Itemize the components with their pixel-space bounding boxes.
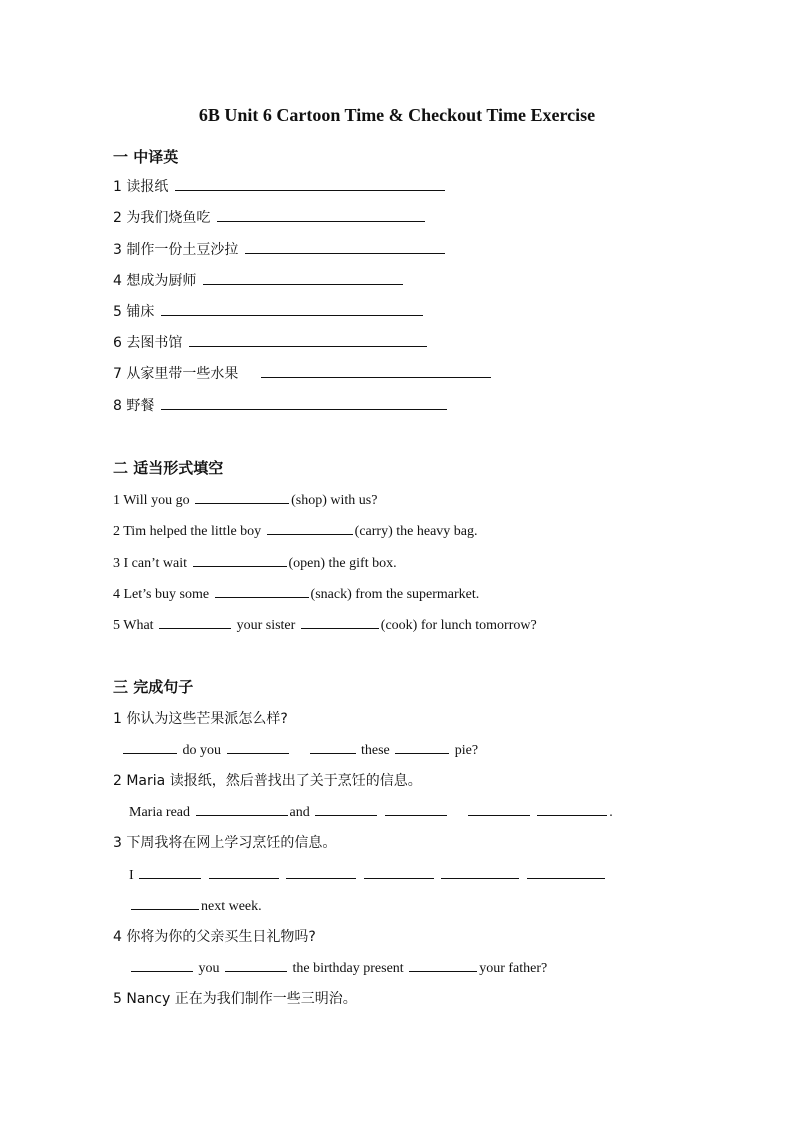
s1-item-6: 6 去图书馆 <box>113 332 429 352</box>
s2-item-3: 3 I can’t wait (open) the gift box. <box>113 552 397 572</box>
answer-blank[interactable] <box>209 864 279 879</box>
answer-blank[interactable] <box>195 489 289 504</box>
s3-q1-prompt: 1 你认为这些芒果派怎么样? <box>113 711 288 727</box>
s3-q3-answer-line1: I <box>129 864 607 884</box>
answer-blank[interactable] <box>131 957 193 972</box>
s1-item-3: 3 制作一份土豆沙拉 <box>113 239 447 259</box>
answer-blank[interactable] <box>441 864 519 879</box>
answer-blank[interactable] <box>537 801 607 816</box>
answer-blank[interactable] <box>315 801 377 816</box>
s1-item-5: 5 铺床 <box>113 301 425 321</box>
answer-blank[interactable] <box>217 207 425 222</box>
answer-blank[interactable] <box>215 583 309 598</box>
answer-blank[interactable] <box>527 864 605 879</box>
answer-blank[interactable] <box>310 739 356 754</box>
answer-blank[interactable] <box>227 739 289 754</box>
s3-q4-answer: you the birthday present your father? <box>129 957 547 977</box>
answer-blank[interactable] <box>131 895 199 910</box>
s3-q3-prompt: 3 下周我将在网上学习烹饪的信息。 <box>113 835 337 851</box>
s1-item-1: 1 读报纸 <box>113 176 447 196</box>
answer-blank[interactable] <box>196 801 288 816</box>
answer-blank[interactable] <box>301 614 379 629</box>
answer-blank[interactable] <box>161 301 423 316</box>
s2-item-1: 1 Will you go (shop) with us? <box>113 489 377 509</box>
s1-item-7: 7 从家里带一些水果 <box>113 363 493 383</box>
page-title: 6B Unit 6 Cartoon Time & Checkout Time Exercise <box>198 105 596 125</box>
s3-q2-prompt: 2 Maria 读报纸，然后普找出了关于烹饪的信息。 <box>113 773 422 789</box>
section3-heading: 三 完成句子 <box>113 678 194 696</box>
answer-blank[interactable] <box>395 739 449 754</box>
answer-blank[interactable] <box>189 332 427 347</box>
answer-blank[interactable] <box>409 957 477 972</box>
s3-q1-answer: do you these pie? <box>121 739 478 759</box>
answer-blank[interactable] <box>286 864 356 879</box>
answer-blank[interactable] <box>245 239 445 254</box>
s3-q4-prompt: 4 你将为你的父亲买生日礼物吗? <box>113 929 316 945</box>
section1-heading: 一 中译英 <box>113 148 179 166</box>
answer-blank[interactable] <box>203 270 403 285</box>
s3-q5-prompt: 5 Nancy 正在为我们制作一些三明治。 <box>113 991 357 1007</box>
section2-heading: 二 适当形式填空 <box>113 459 224 477</box>
s3-q2-answer: Maria read and . <box>129 801 613 821</box>
answer-blank[interactable] <box>159 614 231 629</box>
s2-item-4: 4 Let’s buy some (snack) from the supermarket. <box>113 583 479 603</box>
answer-blank[interactable] <box>468 801 530 816</box>
answer-blank[interactable] <box>123 739 177 754</box>
s2-item-2: 2 Tim helped the little boy (carry) the heavy bag. <box>113 520 478 540</box>
answer-blank[interactable] <box>193 552 287 567</box>
s3-q3-answer-line2: next week. <box>129 895 262 915</box>
answer-blank[interactable] <box>161 395 447 410</box>
s1-item-8: 8 野餐 <box>113 395 449 415</box>
answer-blank[interactable] <box>385 801 447 816</box>
answer-blank[interactable] <box>267 520 353 535</box>
answer-blank[interactable] <box>261 363 491 378</box>
answer-blank[interactable] <box>175 176 445 191</box>
s1-item-4: 4 想成为厨师 <box>113 270 405 290</box>
s1-item-2: 2 为我们烧鱼吃 <box>113 207 427 227</box>
answer-blank[interactable] <box>364 864 434 879</box>
answer-blank[interactable] <box>225 957 287 972</box>
s2-item-5: 5 What your sister (cook) for lunch tomorrow? <box>113 614 537 634</box>
answer-blank[interactable] <box>139 864 201 879</box>
